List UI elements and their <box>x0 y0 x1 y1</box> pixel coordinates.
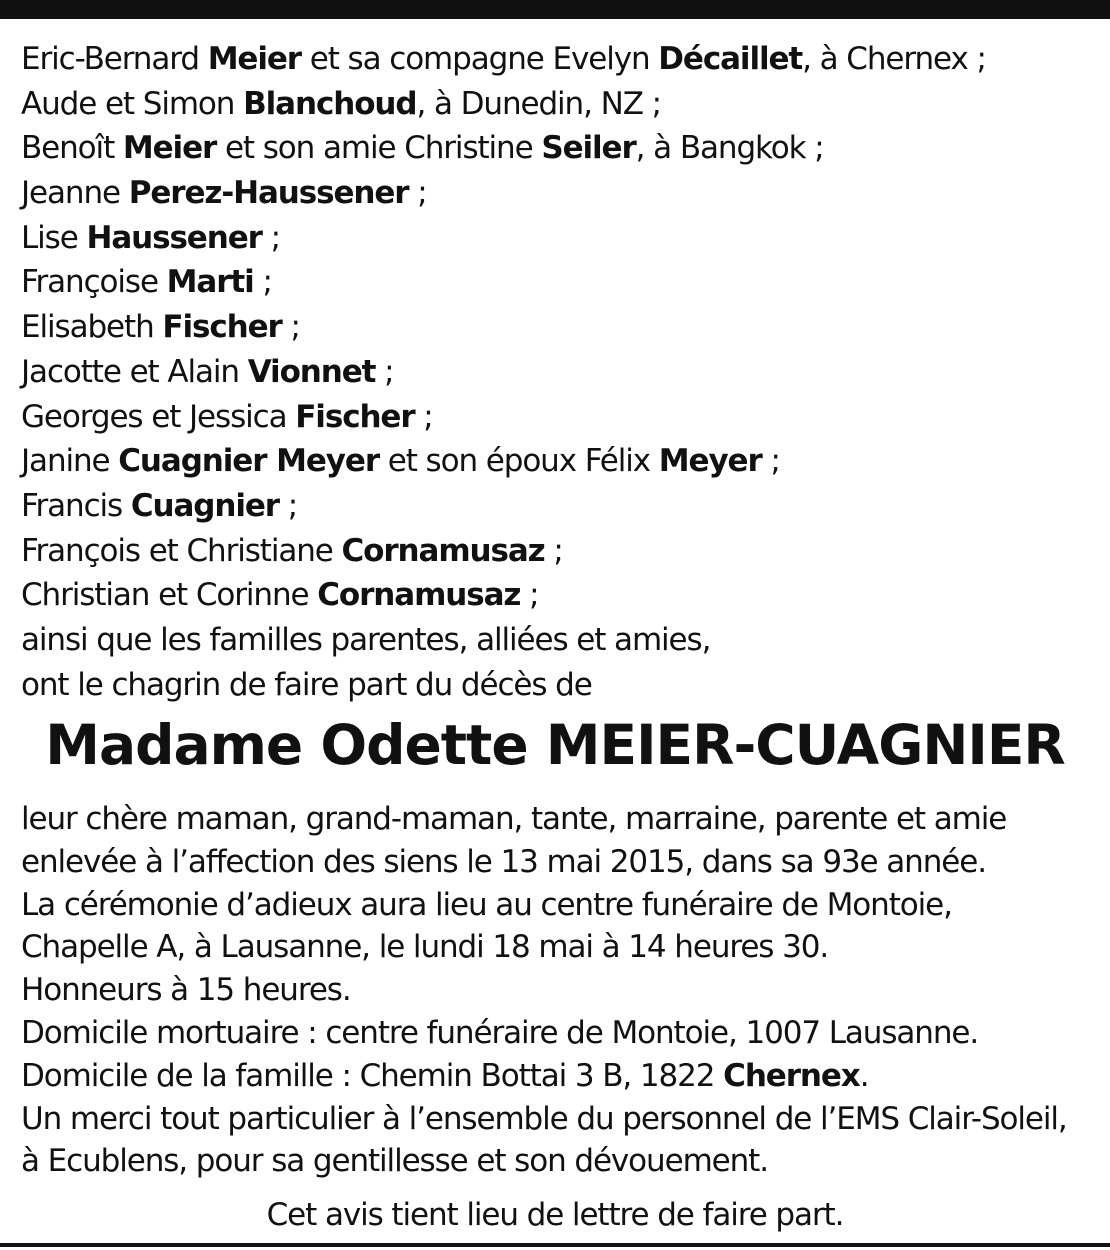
family-location: , à Bangkok ; <box>635 130 824 167</box>
family-surname: Haussener <box>86 219 262 256</box>
body-line: leur chère maman, grand-maman, tante, marraine, parente et amie <box>21 801 1007 837</box>
family-text: et son époux Félix <box>379 443 659 480</box>
family-location: ; <box>761 443 780 480</box>
family-line <box>21 350 1096 395</box>
family-given-names: Benoît <box>21 130 123 167</box>
family-given-names: Elisabeth <box>21 309 163 346</box>
family-given-names: Aude et Simon <box>21 85 244 122</box>
family-line <box>21 395 1096 440</box>
body-line: Domicile mortuaire : centre funéraire de Montoie, 1007 Lausanne. <box>21 1014 979 1051</box>
family-text: ; <box>281 309 300 346</box>
family-surname: Perez-Haussener <box>128 175 409 212</box>
body-line: Honneurs à 15 heures. <box>21 972 351 1009</box>
family-given-names: Christian et Corinne <box>21 577 318 614</box>
family-surname: Seiler <box>541 130 636 167</box>
body-line: Chapelle A, à Lausanne, le lundi 18 mai à 14 heures 30. <box>21 929 829 966</box>
body-line: à Ecublens, pour sa gentillesse et son dévouement. <box>21 1143 768 1180</box>
family-line <box>21 305 1096 350</box>
family-line <box>21 82 1096 127</box>
family-line <box>21 216 1096 261</box>
family-surname: Meier <box>207 41 302 77</box>
body-line: La cérémonie d’adieux aura lieu au centre funéraire de Montoie, <box>21 886 952 923</box>
family-given-names: François et Christiane <box>21 532 342 569</box>
closing-note: Cet avis tient lieu de lettre de faire part. <box>266 1197 844 1233</box>
family-line <box>21 171 1096 216</box>
family-surname: Meyer <box>658 443 762 480</box>
family-line <box>21 37 1096 82</box>
family-line <box>21 573 1096 618</box>
address-text: Domicile de la famille : Chemin Bottai 3 B, 1822 <box>21 1057 724 1094</box>
family-surname: Cornamusaz <box>317 577 521 614</box>
family-text: ; <box>408 175 427 212</box>
family-text: ; <box>261 219 280 256</box>
family-given-names: Lise <box>21 219 87 256</box>
family-text: ; <box>278 487 298 524</box>
family-line <box>21 260 1096 305</box>
family-given-names: Georges et Jessica <box>21 398 296 435</box>
top-border-rule <box>0 0 1110 19</box>
family-surname: Blanchoud <box>243 85 417 122</box>
body-line: Un merci tout particulier à l’ensemble du personnel de l’EMS Clair-Soleil, <box>21 1100 1067 1137</box>
family-text: ; <box>520 577 539 614</box>
family-text: et son amie Christine <box>216 130 542 167</box>
family-surname: Marti <box>166 264 254 301</box>
family-text: et sa compagne Evelyn <box>301 41 659 77</box>
family-given-names: Francis <box>21 487 131 524</box>
family-text: , à Dunedin, NZ ; <box>416 85 661 122</box>
family-surname: Décaillet <box>658 41 803 77</box>
deceased-name: Madame Odette MEIER-CUAGNIER <box>45 713 1065 777</box>
family-surname: Cornamusaz <box>341 532 545 569</box>
family-surname: Fischer <box>162 309 282 346</box>
family-given-names: Eric-Bernard <box>21 41 208 77</box>
family-given-names: Jeanne <box>21 175 129 212</box>
notice-body <box>21 798 1101 1183</box>
death-notice <box>21 37 1096 707</box>
family-text: ; <box>414 398 433 435</box>
family-line <box>21 439 1096 484</box>
intro-line: ont le chagrin de faire part du décès de <box>21 666 592 703</box>
family-given-names: Françoise <box>21 264 167 301</box>
family-text: ; <box>253 264 272 301</box>
family-line <box>21 126 1096 171</box>
family-surname: Cuagnier <box>130 487 279 524</box>
family-line <box>21 484 1096 529</box>
family-given-names: Jacotte et Alain <box>21 353 248 390</box>
family-given-names: Janine <box>21 443 119 480</box>
intro-line: ainsi que les familles parentes, alliées et amies, <box>21 621 711 658</box>
family-surname: Vionnet <box>247 353 376 390</box>
address-town: Chernex <box>723 1057 860 1094</box>
family-surname: Cuagnier Meyer <box>118 443 380 480</box>
family-location: , à Chernex ; <box>802 41 986 77</box>
address-end: . <box>859 1057 869 1094</box>
family-list <box>21 37 1096 618</box>
bottom-border-rule <box>0 1243 1110 1247</box>
family-line <box>21 529 1096 574</box>
family-text: ; <box>544 532 563 569</box>
family-surname: Fischer <box>295 398 415 435</box>
intro-text <box>21 618 1096 707</box>
family-address-line <box>21 1055 1101 1098</box>
family-surname: Meier <box>122 130 217 167</box>
family-text: ; <box>375 353 394 390</box>
body-line: enlevée à l’affection des siens le 13 mai 2015, dans sa 93e année. <box>21 843 986 880</box>
